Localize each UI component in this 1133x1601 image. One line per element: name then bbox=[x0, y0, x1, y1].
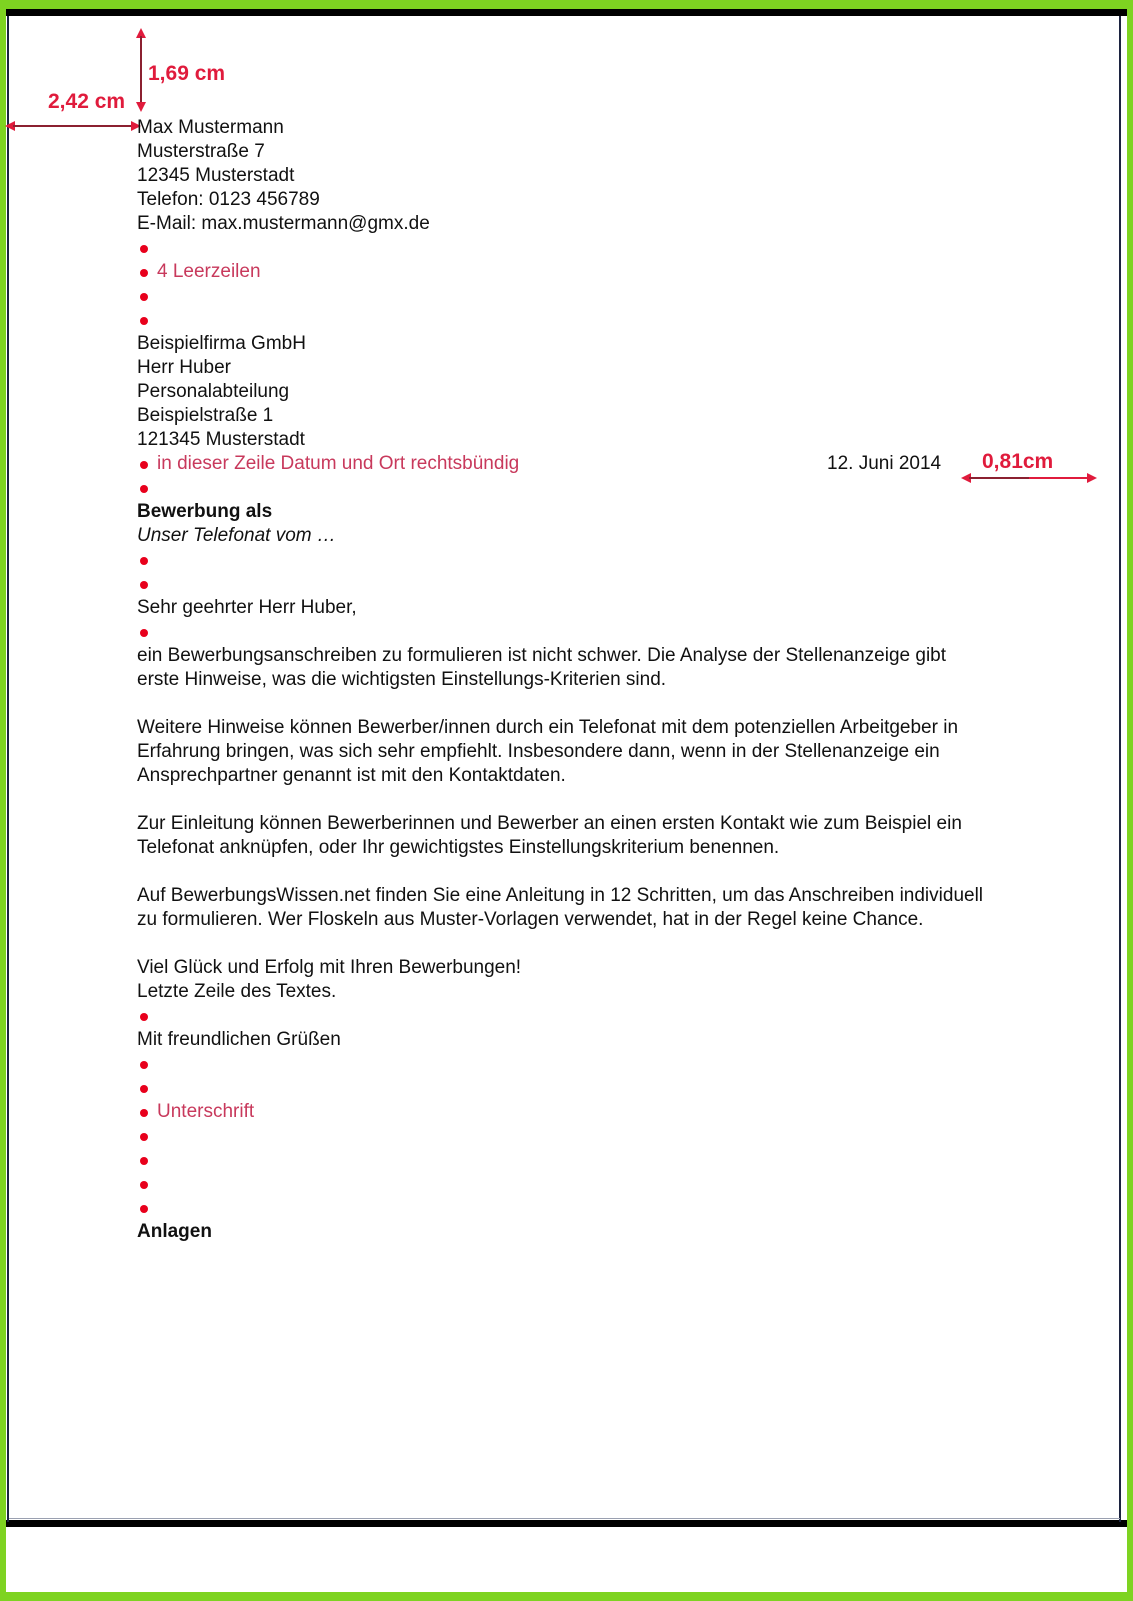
recipient-city: 121345 Musterstadt bbox=[137, 429, 305, 450]
recipient-address-block bbox=[137, 332, 987, 452]
frame-bar-top-black bbox=[6, 9, 1127, 16]
frame-border-top-green bbox=[0, 0, 1133, 9]
arrow-shaft-accent bbox=[1029, 477, 1089, 479]
annotation-top-margin: 1,69 cm bbox=[148, 62, 226, 85]
frame-border-left-green bbox=[0, 0, 6, 1601]
recipient-street: Beispielstraße 1 bbox=[137, 405, 274, 426]
annotation-right-margin: 0,81cm bbox=[982, 450, 1054, 473]
annotation-left-margin: 2,42 cm bbox=[48, 90, 126, 113]
blank-line-mark bbox=[137, 476, 987, 500]
sender-phone: Telefon: 0123 456789 bbox=[137, 189, 320, 210]
recipient-company: Beispielfirma GmbH bbox=[137, 333, 306, 354]
frame-border-right-green bbox=[1127, 0, 1133, 1601]
dimension-arrow-vertical-icon bbox=[136, 28, 146, 112]
closing-last-line: Letzte Zeile des Textes. bbox=[137, 981, 337, 1002]
sender-email: E-Mail: max.mustermann@gmx.de bbox=[137, 213, 430, 234]
blank-lines-note: 4 Leerzeilen bbox=[157, 261, 261, 282]
subject-block bbox=[137, 500, 987, 548]
blank-line-mark bbox=[137, 548, 987, 572]
date-line-value: 12. Juni 2014 bbox=[827, 453, 942, 474]
recipient-department: Personalabteilung bbox=[137, 381, 290, 402]
sender-street: Musterstraße 7 bbox=[137, 141, 265, 162]
sender-address-block bbox=[137, 116, 987, 236]
sender-name: Max Mustermann bbox=[137, 117, 284, 138]
frame-bar-bottom-black bbox=[6, 1520, 1127, 1527]
frame-hairline-bottom bbox=[9, 1518, 1120, 1519]
blank-line-mark bbox=[137, 1076, 987, 1100]
blank-line-mark bbox=[137, 236, 987, 260]
date-line-note: in dieser Zeile Datum und Ort rechtsbündig bbox=[157, 453, 520, 474]
blank-line-mark bbox=[137, 620, 987, 644]
body-paragraph: ein Bewerbungsanschreiben zu formulieren ist nicht schwer. Die Analyse der Stellenanzeige gibt erste Hinweise, was die wichtigsten Einstellungs-Kriterien sind. bbox=[137, 645, 947, 690]
blank-line-mark bbox=[137, 1052, 987, 1076]
letter-body bbox=[137, 116, 987, 1244]
blank-line-mark bbox=[137, 284, 987, 308]
date-line-row bbox=[137, 452, 987, 476]
frame-inner-line-right bbox=[1119, 16, 1121, 1522]
closing-block bbox=[137, 956, 987, 1004]
recipient-contact: Herr Huber bbox=[137, 357, 231, 378]
body-paragraph: Zur Einleitung können Bewerberinnen und Bewerber an einen ersten Kontakt wie zum Beispiel ein Telefonat anknüpfen, oder Ihr gewichtigstes Einstellungskriterium benennen. bbox=[137, 813, 962, 858]
attachments-heading: Anlagen bbox=[137, 1221, 212, 1242]
body-paragraph: Auf BewerbungsWissen.net finden Sie eine Anleitung in 12 Schritten, um das Anschreiben individuell zu formulieren. Wer Floskeln aus Muster-Vorlagen verwendet, hat in der Regel keine Chance. bbox=[137, 885, 984, 930]
blank-line-mark bbox=[137, 1148, 987, 1172]
blank-line-mark-labelled bbox=[137, 260, 987, 284]
subject-heading: Bewerbung als bbox=[137, 501, 273, 522]
sender-city: 12345 Musterstadt bbox=[137, 165, 295, 186]
arrow-head-down-icon bbox=[136, 102, 146, 112]
closing-wish: Viel Glück und Erfolg mit Ihren Bewerbungen! bbox=[137, 957, 522, 978]
closing-greeting: Mit freundlichen Grüßen bbox=[137, 1029, 341, 1050]
body-paragraph: Weitere Hinweise können Bewerber/innen durch ein Telefonat mit dem potenziellen Arbeitgeber in Erfahrung bringen, was sich sehr empfiehlt. Insbesondere dann, wenn in der Stellenanzeige ein Ansprechpartner genannt ist mit den Kontaktdaten. bbox=[137, 717, 959, 786]
blank-line-mark bbox=[137, 1004, 987, 1028]
arrow-shaft bbox=[140, 36, 142, 104]
signature-line-mark bbox=[137, 1100, 987, 1124]
blank-line-mark bbox=[137, 308, 987, 332]
blank-line-mark bbox=[137, 1124, 987, 1148]
dimension-arrow-left-margin-icon bbox=[5, 121, 141, 131]
arrow-shaft bbox=[13, 125, 133, 127]
blank-line-mark bbox=[137, 1196, 987, 1220]
frame-inner-line-left bbox=[7, 16, 9, 1522]
frame-border-bottom-green bbox=[0, 1592, 1133, 1601]
subject-reference: Unser Telefonat vom … bbox=[137, 525, 336, 546]
arrow-head-right-icon bbox=[1087, 473, 1097, 483]
blank-line-mark bbox=[137, 572, 987, 596]
signature-note: Unterschrift bbox=[157, 1101, 255, 1122]
blank-line-mark bbox=[137, 1172, 987, 1196]
salutation: Sehr geehrter Herr Huber, bbox=[137, 597, 357, 618]
